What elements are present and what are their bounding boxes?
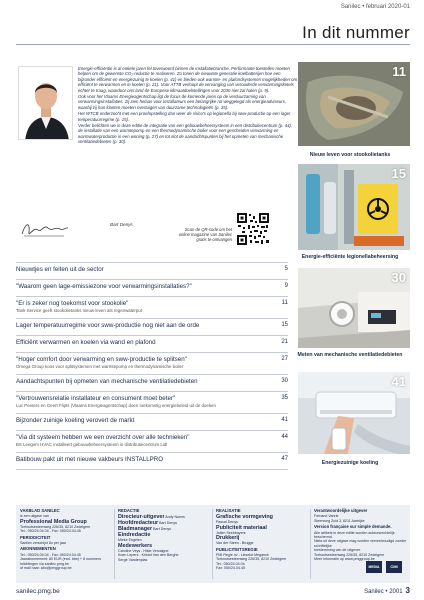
toc-page: 27: [281, 356, 288, 362]
toc-title: "Vertrouwensrelatie installateur en consument moet beter": [16, 395, 176, 402]
colophon-line: Sanilec verschijnt 8x per jaar: [20, 541, 66, 546]
media-logo: MEDIA: [366, 561, 382, 573]
cim-logo: CIM: [386, 561, 402, 573]
toc-title: Efficiënt verwarmen en koelen via wand en plafond: [16, 339, 156, 346]
toc-page: 15: [281, 322, 288, 328]
colophon-person: Sergé Vandenplas: [118, 557, 148, 562]
colophon-publisher-name: Professional Media Group: [20, 518, 87, 525]
colophon-line: Steenweg Zuid 3, 8211 Aartrijke: [314, 518, 365, 523]
colophon-role: Publiciteit materiaal: [216, 524, 267, 531]
page-title: In dit nummer: [302, 23, 410, 42]
toc-item[interactable]: [16, 283, 288, 296]
author-name: Bart Denys: [110, 222, 133, 227]
colophon-line: Meer informatie op www.pmggroup.be: [314, 557, 375, 562]
toc-title: "Via dit systeem hebben we een overzicht over alle technieken": [16, 434, 190, 441]
editorial-paragraph: Verder belichten we in deze editie de integratie van een gebouwbeheersysteem in een distributiecentrum (p. 44), de installatie van een warmtepomp en een thermodynamische boiler voor een gescheiden verwarming en warmwaterproductie in een woning (p. 27) en tot slot de aandachtspunten bij het opmeten van mechanische ventilatiedebieten (p. 30).: [78, 123, 293, 145]
editor-photo: [18, 66, 73, 140]
colophon-logos: [366, 561, 402, 573]
thumb-page-number: 15: [391, 166, 406, 181]
toc-subtitle: Tank-Service geeft stookolietanks nieuw leven als regenwaterput: [16, 308, 142, 313]
page-footer: [364, 586, 410, 595]
colophon-line: toestemming van de uitgever.: [314, 548, 361, 553]
colophon-line: of mail naar: abo@pmggroup.be: [20, 566, 72, 571]
toc-title: Aandachtspunten bij opmeten van mechanische ventilatiedebieten: [16, 378, 198, 385]
colophon-person: Pascal Denys: [216, 520, 238, 525]
toc-title: Lager temperatuurregime voor sww-productie nog niet aan de orde: [16, 322, 200, 329]
colophon-line: Torhoutsesteenweg 226/35, 8210 Zedelgem: [20, 524, 91, 529]
colophon-person: Koen Lepers - Kristof Van den Berghe: [118, 553, 179, 558]
toc-page: 44: [281, 434, 288, 440]
toc-item[interactable]: [16, 456, 288, 469]
toc-page: 30: [281, 378, 288, 384]
issue-header: Sanilec • februari 2020-01: [340, 4, 410, 10]
colophon-heading: Version française sur simple demande.: [314, 524, 392, 530]
colophon-role: Medewerkers: [118, 542, 153, 549]
colophon-heading: REDACTIE: [118, 508, 140, 513]
colophon-person: Van der Steen - Brugge: [216, 541, 254, 546]
toc-subtitle: BS Leegem HVAC installeert gebouwbeheersysteem in distributiecentrum Lidl: [16, 442, 168, 447]
editorial-text: [78, 66, 298, 146]
toc-title: "Waarom geen lage-emissiezone voor verwarmingsinstallaties?": [16, 283, 192, 290]
colophon-line: Tel.: 050/24.04.04: [216, 561, 245, 566]
editorial-paragraph: Ook voor het Vlaams Energieagentschap ligt de focus de komende jaren op de verduurzaming van verwarmingsinstallaties. Zij zien helaas voor installateurs een belangrijke rol weggelegd als energieadviseurs, waarbij zij hun klanten moeten overtuigen van duurzame technologieën (p. 35).: [78, 94, 287, 110]
colophon-line: Tel.: 050/24.04.04 - Fax: 050/24.04.45: [20, 529, 81, 534]
editorial-paragraph: Het WTCB onderzocht met een proefopstelling dan weer de risico's op legionella bij sww-productie op een lager temperatuurregime (p. 15).: [78, 111, 291, 122]
footer-issue: Sanilec • 2001: [364, 589, 403, 595]
toc-item[interactable]: [16, 378, 288, 391]
colophon-role: Grafische vormgeving: [216, 514, 273, 521]
qr-caption: Scan de QR-code om het online magazine van Sanilec gratis te ontvangen: [178, 227, 232, 242]
thumb-caption: Nieuw leven voor stookolietanks: [309, 152, 391, 158]
colophon-heading: PERIODICITEIT: [20, 534, 51, 540]
colophon-line: Fernand Vanrie: [314, 514, 339, 519]
page-number: 3: [405, 586, 410, 595]
colophon-line: Alle artikels in deze editie worden auteursrechtelijk beschermd.: [314, 530, 395, 540]
thumb-ventilatie[interactable]: [298, 268, 410, 348]
thumb-koeling[interactable]: [298, 372, 410, 454]
thumb-page-number: 30: [391, 270, 406, 285]
colophon-person: Bart Denys: [159, 521, 177, 526]
toc-title: Nieuwtjes en feiten uit de sector: [16, 266, 104, 273]
colophon-role: Drukkerij: [216, 535, 240, 542]
colophon-publisher: [20, 509, 112, 570]
colophon-heading: ABONNEMENTEN: [20, 546, 56, 552]
toc-page: 9: [284, 283, 288, 289]
toc-item[interactable]: [16, 417, 288, 430]
thumb-legionella[interactable]: [298, 164, 410, 250]
colophon-person: Jolien Seeldrayers: [216, 530, 246, 535]
toc-title: Bijzonder zuinige koeling verovert de markt: [16, 417, 135, 424]
editorial-paragraph: Energie-efficiëntie is al enkele jaren fel toverwoord binnen de installatiebranche. Performante toestellen moeten helpen om de gewenste CO₂-reductie te realiseren. Zo tonen de nieuwste generatie koelbatterijen hoe een bijzonder efficiënt en energiezuinig te koelen (p. 41) en bieden ook warmte- en plafondsystemen mogelijkheden om efficiënt te verwarmen en te koelen (p. 21). Voor ATTB verloopt de vervanging van verouderde verwarmingsketels echter te traag, waardoor ons land de Europese klimaatdoelstellingen voor 2030 niet zal halen (p. 9).: [78, 66, 298, 93]
thumb-page-number: 11: [392, 64, 406, 79]
signature: [20, 218, 70, 240]
colophon-heading: REALISATIE: [216, 508, 241, 513]
colophon-line: Torhoutsesteenweg 226/35, 8210 Zedelgem: [216, 557, 287, 562]
toc-item[interactable]: [16, 339, 288, 352]
colophon-person: Mieke Engelen: [118, 538, 142, 543]
website-link[interactable]: sanilec.pmg.be: [16, 588, 60, 595]
thumb-stookolietanks[interactable]: [298, 62, 410, 146]
toc-item[interactable]: [16, 300, 288, 318]
toc-item[interactable]: [16, 356, 288, 374]
thumb-caption: Energiezuinige koeling: [321, 460, 379, 466]
toc-item[interactable]: [16, 322, 288, 335]
colophon-heading: VAKBLAD SANILEC: [20, 508, 60, 513]
colophon: [16, 505, 410, 583]
colophon-person: Caroline Veys - Hilde Vercaigne: [118, 548, 169, 553]
colophon-line: PMI Regie nv - Lieselot Meganck: [216, 553, 269, 558]
thumb-caption: Meten van mechanische ventilatiedebieten: [297, 352, 403, 358]
toc-page: 35: [281, 395, 288, 401]
colophon-line: Niets uit deze uitgave mag worden verveelvoudigd zonder schriftelijke: [314, 539, 407, 548]
thumb-caption: Energie-efficiënte legionellabeheersing: [301, 254, 399, 260]
colophon-line: Fax: 050/24.04.45: [216, 566, 245, 571]
toc-item[interactable]: [16, 395, 288, 413]
thumb-page-number: 41: [391, 374, 406, 389]
toc-subtitle: Luc Peeters en Geert Flipts (Vlaams Energieagentschap) doen toekomstig energiebeleid uit de doeken: [16, 403, 216, 408]
colophon-editorial: [118, 509, 210, 562]
colophon-role: Eindredactie: [118, 532, 151, 539]
title-divider: [16, 44, 410, 45]
colophon-person: Bart Denys: [153, 527, 171, 532]
toc-subtitle: Omega Group koos voor splitsystemen met warmtepomp en thermodynamische boiler: [16, 364, 184, 369]
toc-page: 41: [281, 417, 288, 423]
colophon-heading: Verantwoordelijke uitgever: [314, 508, 368, 513]
toc-title: Batibouw pakt uit met nieuwe vakbeurs INSTALLPRO: [16, 456, 164, 463]
colophon-role: Hoofdredacteur: [118, 520, 159, 527]
colophon-line: Tel.: 050/24.04.04 - Fax: 050/24.04.45: [20, 552, 81, 557]
toc-page: 21: [281, 339, 288, 345]
colophon-role: Bladmanager: [118, 526, 153, 533]
toc-item[interactable]: [16, 434, 288, 452]
colophon-line: is een uitgave van: [20, 514, 49, 519]
colophon-legal: [314, 508, 408, 569]
colophon-line: Jaarabonnement: 80 EUR (excl. btw) + 8 nummers: [20, 557, 101, 562]
toc-item[interactable]: [16, 266, 288, 279]
colophon-heading: PUBLICITEITSREGIE: [216, 546, 258, 552]
colophon-line: Torhoutsesteenweg 226/35, 8210 Zedelgem: [314, 552, 385, 557]
toc-title: "Er is zeker nog toekomst voor stookolie": [16, 300, 129, 307]
toc-page: 5: [284, 266, 288, 272]
colophon-line: Inlichtingen via sanilec.pmg.be: [20, 561, 69, 566]
table-of-contents: [16, 262, 288, 494]
qr-code[interactable]: [236, 212, 270, 246]
toc-page: 47: [281, 456, 288, 462]
colophon-role: Directeur-uitgever: [118, 514, 165, 521]
toc-page: 11: [281, 300, 288, 306]
colophon-person: Andy Noens: [165, 515, 185, 520]
toc-title: "Hoger comfort door verwarming en sww-productie te splitsen": [16, 356, 187, 363]
colophon-production: [216, 509, 308, 571]
